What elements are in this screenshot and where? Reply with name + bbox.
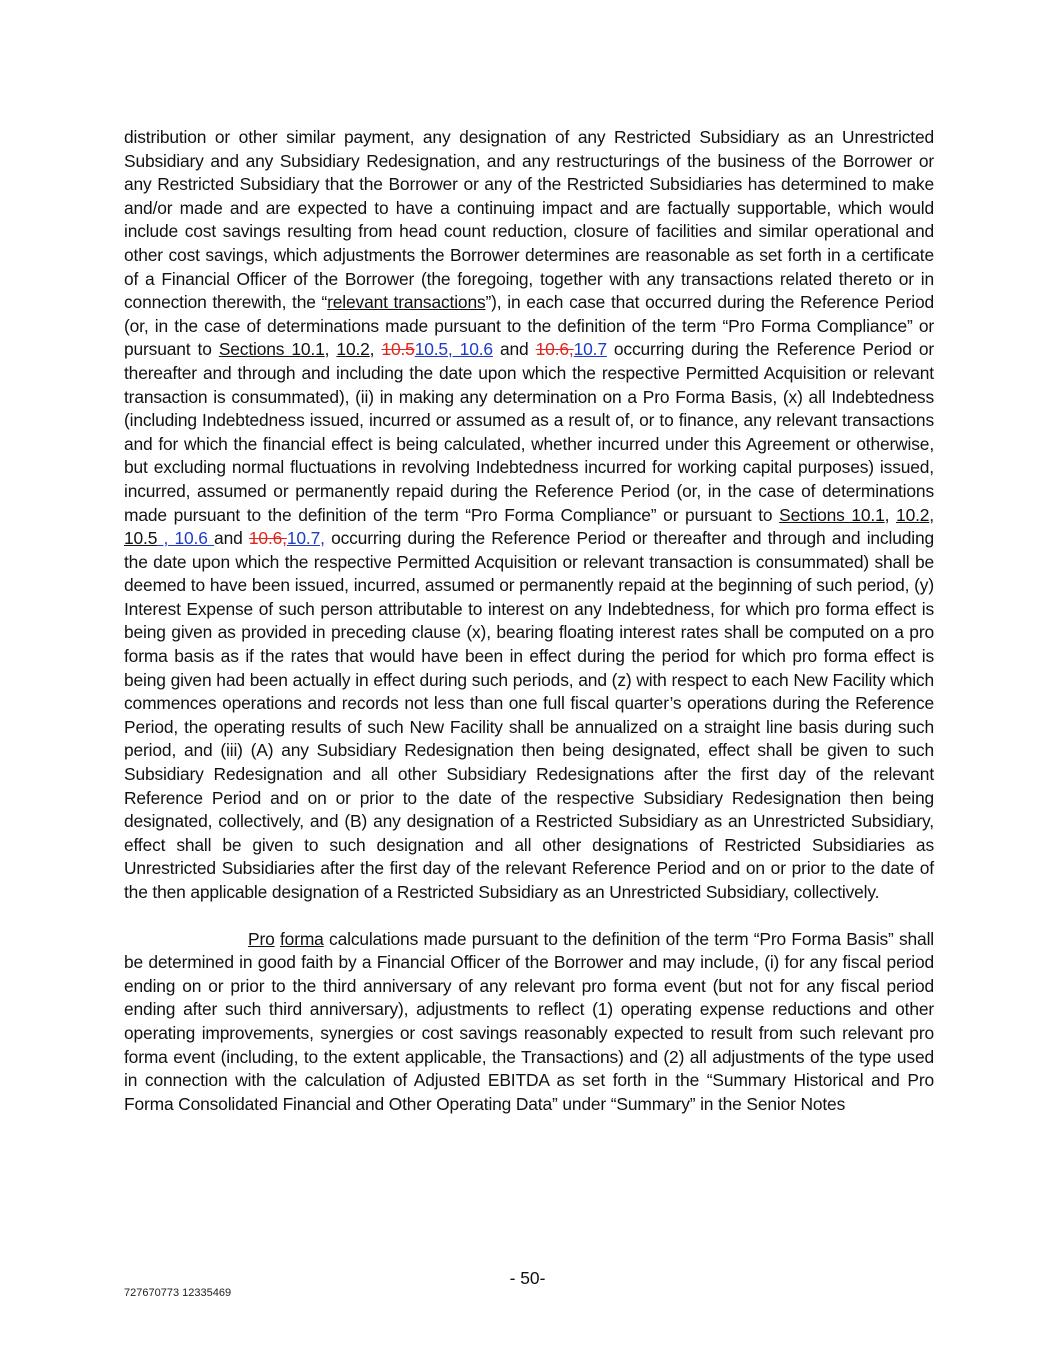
paragraph-2 bbox=[124, 928, 934, 1117]
inserted-ref-10-5-10-6: 10.5, 10.6 bbox=[414, 339, 493, 360]
inserted-ref-10-7-second: 10.7, bbox=[286, 528, 325, 549]
p1-text-3: occurring during the Reference Period or thereafter and through and including the date upon which the respective Permitted Acquisition or relevant transaction is consummated), (ii) in making any determination on a Pro Forma Basis, (x) all Indebtedness (including Indebtedness issued, incurred or assumed as a result of, or to finance, any relevant transactions and for which the financial effect is being calculated, whether incurred under this Agreement or otherwise, but excluding normal fluctuations in revolving Indebtedness incurred for working capital purposes) issued, incurred, assumed or permanently repaid during the Reference Period (or, in the case of determinations made pursuant to the definition of the term “Pro Forma Compliance” or pursuant to bbox=[124, 339, 935, 525]
separator: , bbox=[929, 504, 934, 525]
pro-term: Pro bbox=[248, 928, 275, 949]
inserted-ref-10-7: 10.7 bbox=[573, 339, 607, 360]
section-ref-10-1-second: Sections 10.1 bbox=[779, 504, 885, 525]
defined-term-relevant-transactions: relevant transactions bbox=[327, 292, 486, 313]
separator: , bbox=[884, 504, 897, 525]
separator: , bbox=[369, 339, 382, 360]
p1-text-1: distribution or other similar payment, any designation of any Restricted Subsidiary as an Unrestricted Subsidiary and any Subsidiary Redesignation, and any restructurings of the business of the Borrower or any Restricted Subsidiary that the Borrower or any of the Restricted Subsidiaries has determined to make and/or made and are expected to have a continuing impact and are factually supportable, which would include cost savings resulting from head count reduction, closure of facilities and similar operational and other cost savings, which adjustments the Borrower determines are reasonable as set forth in a certificate of a Financial Officer of the Borrower (the foregoing, together with any transactions related thereto or in connection therewith, the “ bbox=[124, 127, 934, 313]
section-ref-10-2-second: 10.2 bbox=[896, 504, 930, 525]
p1-text-2: ”), in each case that occurred during the Reference Period (or, in the case of determinations made pursuant to the definition of the term “Pro Forma Compliance” or pursuant to bbox=[124, 292, 934, 360]
section-ref-10-2: 10.2 bbox=[336, 339, 370, 360]
body-text bbox=[124, 126, 934, 1116]
deleted-ref-10-6: 10.6, bbox=[535, 339, 574, 360]
p1-text-4: occurring during the Reference Period or thereafter and through and including the date upon which the respective Permitted Acquisition or relevant transaction is consummated) shall be deemed to have been issued, incurred, assumed or permanently repaid at the beginning of such period, (y) Interest Expense of such person attributable to interest on any Indebtedness, for which pro forma effect is being given as provided in preceding clause (x), bearing floating interest rates shall be computed on a pro forma basis as if the rates that would have been in effect during the period for which pro forma effect is being given had been actually in effect during such periods, and (z) with respect to each New Facility which commences operations and records not less than one full fiscal quarter’s operations during the Reference Period, the operating results of such New Facility shall be annualized on a straight line basis during such period, and (iii) (A) any Subsidiary Redesignation then being designated, effect shall be given to such Subsidiary Redesignation and all other Subsidiary Redesignations after the first day of the relevant Reference Period and on or prior to the date of the respective Subsidiary Redesignation then being designated, collectively, and (B) any designation of a Restricted Subsidiary as an Unrestricted Subsidiary, effect shall be given to such designation and all other designations of Restricted Subsidiaries as Unrestricted Subsidiaries after the first day of the relevant Reference Period and on or prior to the date of the then applicable designation of a Restricted Subsidiary as an Unrestricted Subsidiary, collectively. bbox=[124, 528, 934, 902]
conjunction: and bbox=[214, 528, 249, 549]
separator: , bbox=[324, 339, 337, 360]
deleted-ref-10-5: 10.5 bbox=[381, 339, 415, 360]
paragraph-1 bbox=[124, 126, 934, 905]
inserted-ref-10-6-second: , 10.6 bbox=[157, 528, 215, 549]
conjunction: and bbox=[492, 339, 536, 360]
p2-text: calculations made pursuant to the definition of the term “Pro Forma Basis” shall be determined in good faith by a Financial Officer of the Borrower and may include, (i) for any fiscal period ending on or prior to the third anniversary of any relevant pro forma event (but not for any fiscal period ending after such third anniversary), adjustments to reflect (1) operating expense reductions and other operating improvements, synergies or cost savings reasonably expected to result from such relevant pro forma event (including, to the extent applicable, the Transactions) and (2) all adjustments of the type used in connection with the calculation of Adjusted EBITDA as set forth in the “Summary Historical and Pro Forma Consolidated Financial and Other Operating Data” under “Summary” in the Senior Notes bbox=[124, 928, 934, 1114]
deleted-ref-10-6-second: 10.6, bbox=[248, 528, 287, 549]
section-ref-10-5-second: 10.5 bbox=[124, 528, 158, 549]
document-id: 727670773 12335469 bbox=[124, 1287, 232, 1299]
forma-term: forma bbox=[279, 928, 324, 949]
page-number: - 50- bbox=[509, 1268, 546, 1288]
section-ref-10-1: Sections 10.1 bbox=[218, 339, 325, 360]
